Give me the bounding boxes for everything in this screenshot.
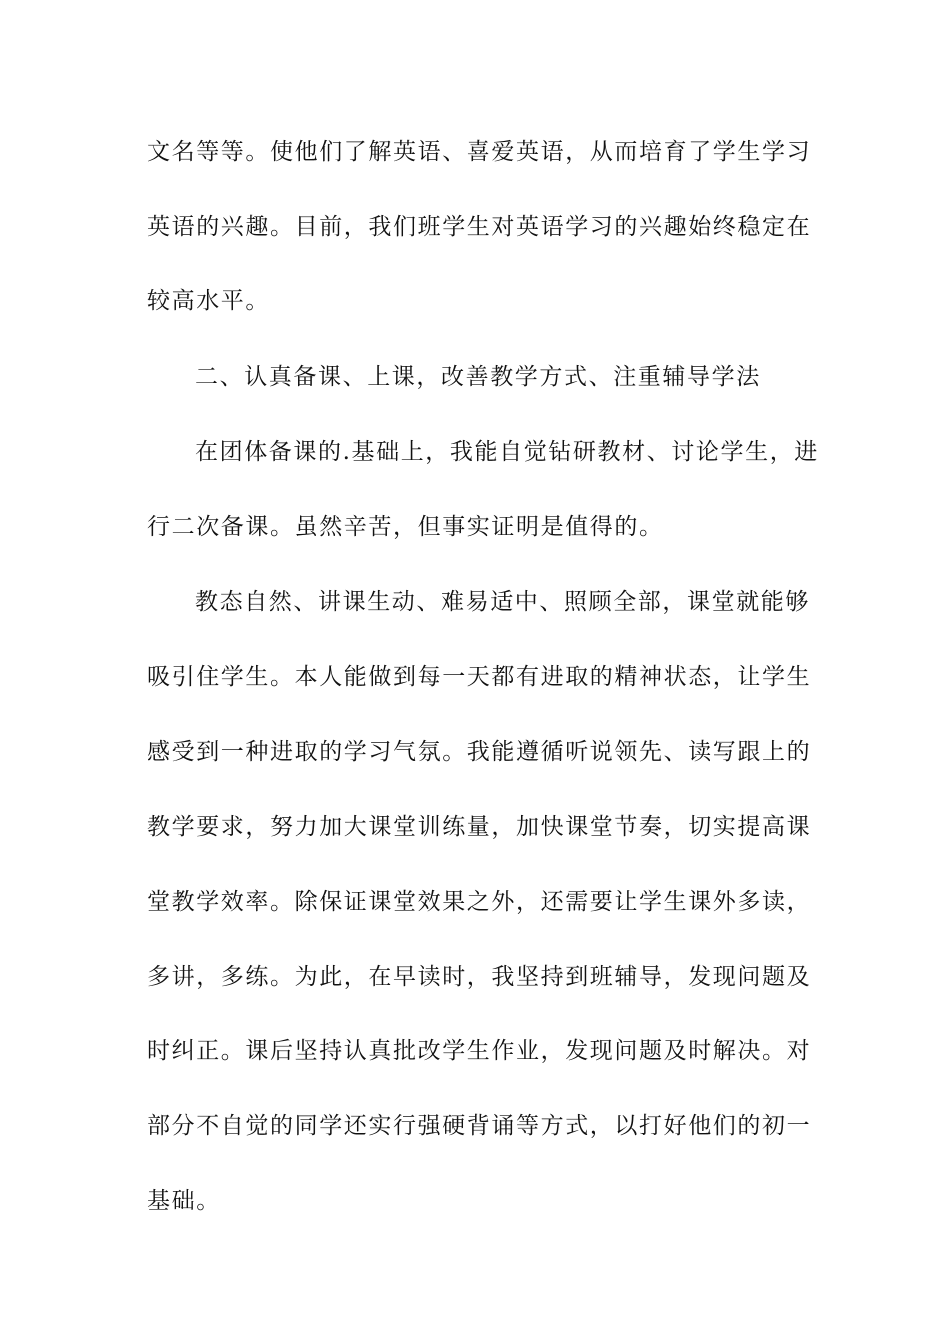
text-line-15: 基础。: [147, 1188, 221, 1214]
text-line-9: 感受到一种进取的学习气氛。我能遵循听说领先、读写跟上的: [147, 739, 812, 765]
text-line-1: 文名等等。使他们了解英语、喜爱英语，从而培育了学生学习: [147, 139, 812, 165]
text-line-6: 行二次备课。虽然辛苦，但事实证明是值得的。: [147, 514, 664, 540]
text-line-14: 部分不自觉的同学还实行强硬背诵等方式，以打好他们的初一: [147, 1113, 812, 1139]
text-line-10: 教学要求，努力加大课堂训练量，加快课堂节奏，切实提高课: [147, 814, 812, 840]
text-line-13: 时纠正。课后坚持认真批改学生作业，发现问题及时解决。对: [147, 1038, 812, 1064]
text-line-3: 较高水平。: [147, 288, 270, 314]
section-heading: 二、认真备课、上课，改善教学方式、注重辅导学法: [195, 364, 761, 390]
text-line-2: 英语的兴趣。目前，我们班学生对英语学习的兴趣始终稳定在: [147, 214, 812, 240]
text-line-8: 吸引住学生。本人能做到每一天都有进取的精神状态，让学生: [147, 664, 812, 690]
text-line-11: 堂教学效率。除保证课堂效果之外，还需要让学生课外多读，: [147, 889, 812, 915]
text-line-7: 教态自然、讲课生动、难易适中、照顾全部，课堂就能够: [195, 589, 810, 615]
text-line-5: 在团体备课的.基础上，我能自觉钻研教材、讨论学生，进: [195, 439, 819, 465]
text-line-12: 多讲，多练。为此，在早读时，我坚持到班辅导，发现问题及: [147, 964, 812, 990]
